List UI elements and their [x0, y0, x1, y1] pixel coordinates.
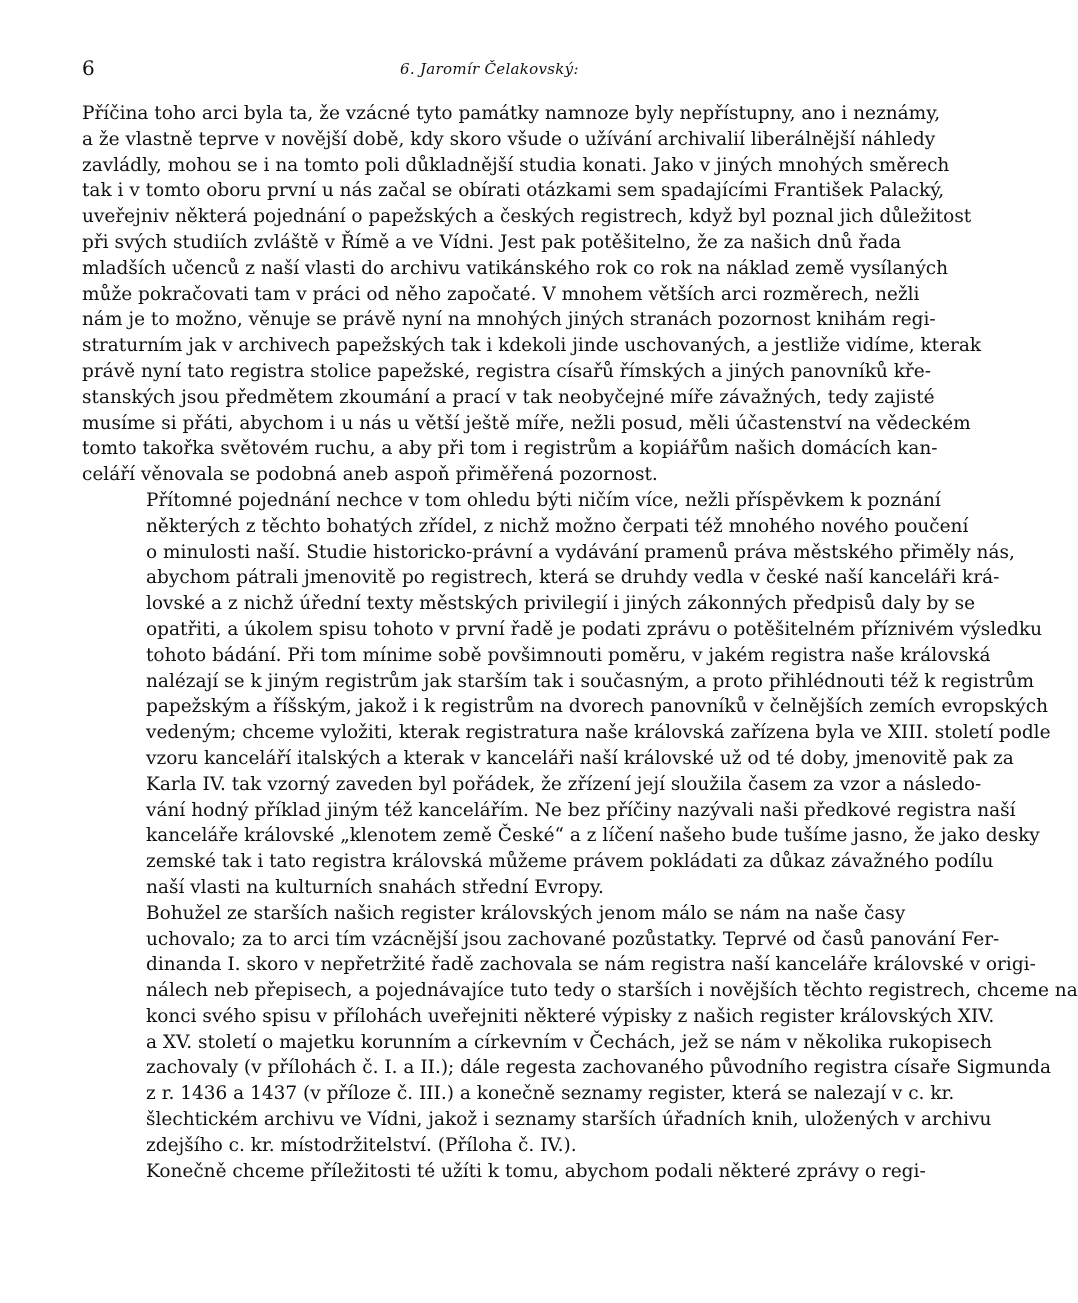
text-line: straturním jak v archivech papežských tak i kdekoli jinde uschovaných, a jestliže vidíme, kterak: [82, 335, 982, 357]
text-line: lovské a z nichž úřední texty městských privilegií i jiných zákonných předpisů daly by se: [146, 593, 976, 615]
text-line: zavládly, mohou se i na tomto poli důkladnější studia konati. Jako v jiných mnohých směrech: [82, 154, 950, 176]
text-line: Bohužel ze starších našich register královských jenom málo se nám na naše časy: [146, 902, 906, 924]
text-line: o minulosti naší. Studie historicko-právní a vydávání pramenů práva městského přiměly nás,: [146, 541, 1015, 563]
text-line: musíme si přáti, abychom i u nás u větší ještě míře, nežli posud, měli účastenství na vědeckém: [82, 412, 971, 434]
text-line: Příčina toho arci byla ta, že vzácné tyto památky namnoze byly nepřístupny, ano i neznámy,: [82, 103, 941, 124]
paragraph: [82, 101, 982, 488]
text-line: zemské tak i tato registra královská můžeme právem pokládati za důkaz závažného podílu: [146, 851, 994, 873]
paragraph: [82, 1159, 926, 1185]
text-line: tomto takořka světovém ruchu, a aby při tom i registrům a kopiářům našich domácích kan-: [82, 438, 938, 460]
text-line: celáří věnovala se podobná aneb aspoň přiměřená pozornost.: [82, 464, 658, 486]
text-line: nálech neb přepisech, a pojednávajíce tuto tedy o starších i novějších těchto registrech, chceme na: [146, 980, 1078, 1002]
text-line: naší vlasti na kulturních snahách střední Evropy.: [146, 876, 604, 898]
text-line: tak i v tomto oboru první u nás začal se obírati otázkami sem spadajícími František Palacký,: [82, 180, 945, 202]
text-line: právě nyní tato registra stolice papežské, registra císařů římských a jiných panovníků kře-: [82, 360, 931, 382]
text-line: opatřiti, a úkolem spisu tohoto v první řadě je podati zprávu o potěšitelném příznivém výsledku: [146, 618, 1043, 640]
body-text: [82, 101, 1078, 1184]
page-number: 6: [82, 56, 95, 80]
text-line: tohoto bádání. Při tom mínime sobě povšimnouti poměru, v jakém registra naše královská: [146, 644, 991, 666]
text-line: a že vlastně teprve v novější době, kdy skoro všude o užívání archivalií liberálnější náhledy: [82, 128, 936, 150]
text-line: vzoru kanceláří italských a kterak v kanceláři naší královské už od té doby, jmenovitě pak za: [146, 747, 1014, 769]
text-line: nalézají se k jiným registrům jak starším tak i současným, a proto přihlédnouti též k registrům: [146, 670, 1035, 692]
text-line: uveřejniv některá pojednání o papežských a českých registrech, když byl poznal jich důležitost: [82, 206, 972, 228]
text-line: při svých studiích zvláště v Římě a ve Vídni. Jest pak potěšitelno, že za našich dnů řada: [82, 231, 902, 253]
running-head: 6. Jaromír Čelakovský:: [400, 60, 579, 78]
text-line: z r. 1436 a 1437 (v příloze č. III.) a konečně seznamy register, která se nalezají v c. kr.: [146, 1083, 955, 1105]
text-line: Přítomné pojednání nechce v tom ohledu býti ničím více, nežli příspěvkem k poznání: [146, 489, 941, 511]
text-line: mladších učenců z naší vlasti do archivu vatikánského rok co rok na náklad země vysílaných: [82, 257, 949, 279]
text-line: uchovalo; za to arci tím vzácnější jsou zachované pozůstatky. Teprvé od časů panování Fer-: [146, 928, 1000, 950]
text-line: šlechtickém archivu ve Vídni, jakož i seznamy starších úřadních knih, uložených v archivu: [146, 1109, 992, 1131]
text-line: vedeným; chceme vyložiti, kterak registratura naše královská zařízena byla ve XIII. století podle: [146, 722, 1051, 744]
paragraph: [82, 901, 1078, 1159]
text-line: dinanda I. skoro v nepřetržité řadě zachovala se nám registra naší kanceláře královské v origi-: [146, 954, 1036, 976]
text-line: může pokračovati tam v práci od něho započaté. V mnohem větších arci rozměrech, nežli: [82, 283, 920, 305]
text-line: zdejšího c. kr. místodržitelství. (Příloha č. IV.).: [146, 1134, 577, 1156]
text-line: některých z těchto bohatých zřídel, z nichž možno čerpati též mnohého nového poučení: [146, 515, 969, 537]
page-header: [0, 56, 960, 80]
text-line: stanských jsou předmětem zkoumání a prací v tak neobyčejné míře závažných, tedy zajisté: [82, 386, 935, 408]
text-line: zachovaly (v přílohách č. I. a II.); dále regesta zachovaného původního registra císaře Sigmunda: [146, 1057, 1052, 1079]
text-line: Konečně chceme příležitosti té užíti k tomu, abychom podali některé zprávy o regi-: [146, 1160, 926, 1182]
text-line: konci svého spisu v přílohách uveřejniti některé výpisky z našich register královských XIV.: [146, 1005, 995, 1027]
text-line: a XV. století o majetku korunním a církevním v Čechách, jež se nám v několika rukopisech: [146, 1031, 992, 1053]
text-line: abychom pátrali jmenovitě po registrech, která se druhdy vedla v české naší kanceláři krá-: [146, 567, 1000, 589]
text-line: kanceláře královské „klenotem země České“ a z líčení našeho bude tušíme jasno, že jako desky: [146, 825, 1040, 847]
text-line: papežským a říšským, jakož i k registrům na dvorech panovníků v čelnějších zemích evropských: [146, 696, 1049, 718]
text-line: nám je to možno, věnuje se právě nyní na mnohých jiných stranách pozornost knihám regi-: [82, 309, 936, 331]
paragraph: [82, 488, 1051, 901]
text-line: vání hodný příklad jiným též kancelářím. Ne bez příčiny nazývali naši předkové registra naší: [146, 799, 1016, 821]
text-line: Karla IV. tak vzorný zaveden byl pořádek, že zřízení její sloužila časem za vzor a následo-: [146, 773, 982, 795]
